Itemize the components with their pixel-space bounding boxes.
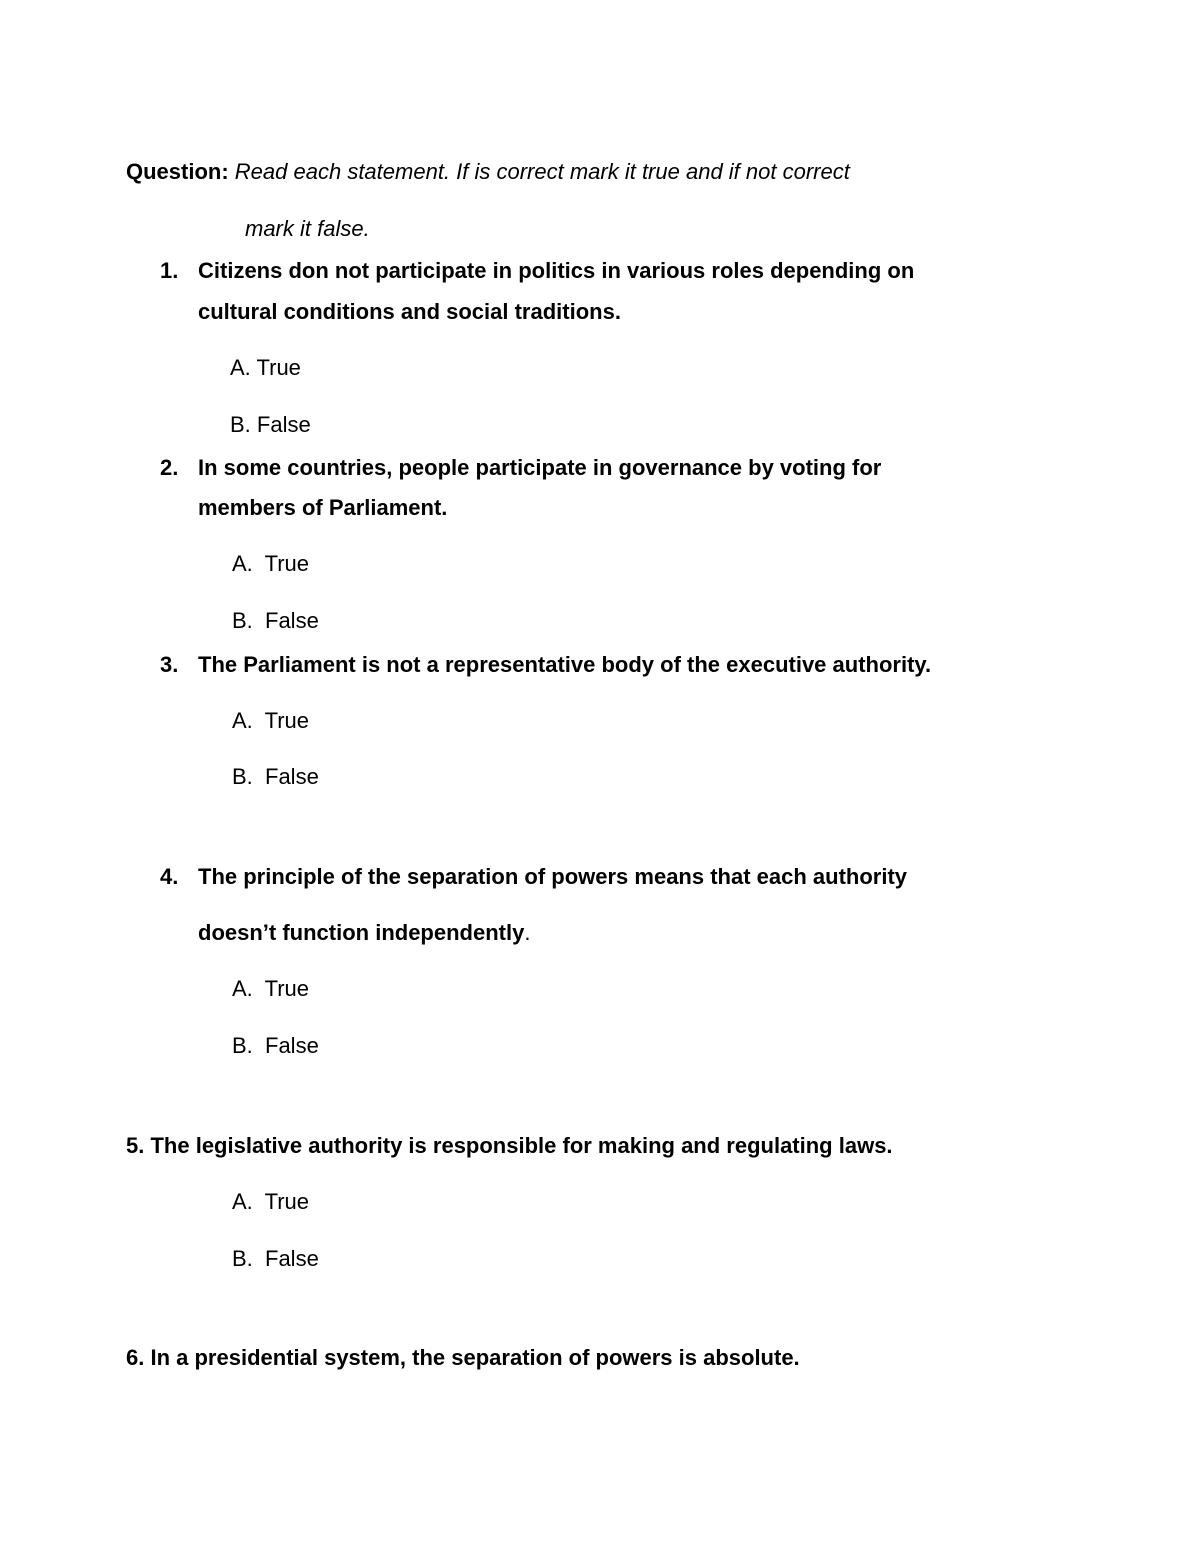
question-2-option-a[interactable]: A. True (232, 551, 310, 576)
instruction-line-2: mark it false. (245, 216, 370, 241)
question-6-line (126, 1345, 800, 1371)
question-2-text-line-2: members of Parliament. (198, 495, 448, 520)
question-6-number: 6. (126, 1345, 145, 1370)
question-4-text-line-2: doesn’t function independently (198, 920, 525, 945)
question-5-number: 5. (126, 1133, 145, 1158)
question-3-number: 3. (160, 652, 179, 677)
question-4-text-line-1: The principle of the separation of powers means that each authority (198, 864, 908, 889)
question-1-option-a[interactable]: A. True (230, 355, 301, 380)
question-4-period: . (524, 920, 531, 945)
question-5-line (126, 1133, 893, 1159)
question-4-option-a[interactable]: A. True (232, 976, 310, 1001)
question-1-text-line-1: Citizens don not participate in politics in various roles depending on (198, 258, 915, 283)
question-1-text-line-2: cultural conditions and social traditions. (198, 299, 621, 324)
question-3-text-line-1: The Parliament is not a representative body of the executive authority. (198, 652, 932, 677)
question-3-option-b[interactable]: B. False (232, 764, 319, 789)
question-2-text-line-1: In some countries, people participate in governance by voting for (198, 455, 882, 480)
question-5-option-a[interactable]: A. True (232, 1189, 310, 1214)
question-4-number: 4. (160, 864, 179, 889)
question-6-text: In a presidential system, the separation of powers is absolute. (150, 1345, 800, 1370)
instruction-label: Question: (126, 159, 229, 184)
question-2-number: 2. (160, 455, 179, 480)
question-5-text: The legislative authority is responsible for making and regulating laws. (150, 1133, 893, 1158)
question-5-option-b[interactable]: B. False (232, 1246, 319, 1271)
question-1-number: 1. (160, 258, 179, 283)
question-2-option-b[interactable]: B. False (232, 608, 319, 633)
instruction-text: Read each statement. If is correct mark it true and if not correct (234, 159, 850, 184)
question-4-text-line-2-wrap (198, 920, 530, 946)
question-1-option-b[interactable]: B. False (230, 412, 311, 437)
instruction-line-1 (126, 159, 850, 185)
question-4-option-b[interactable]: B. False (232, 1033, 319, 1058)
question-3-option-a[interactable]: A. True (232, 708, 310, 733)
